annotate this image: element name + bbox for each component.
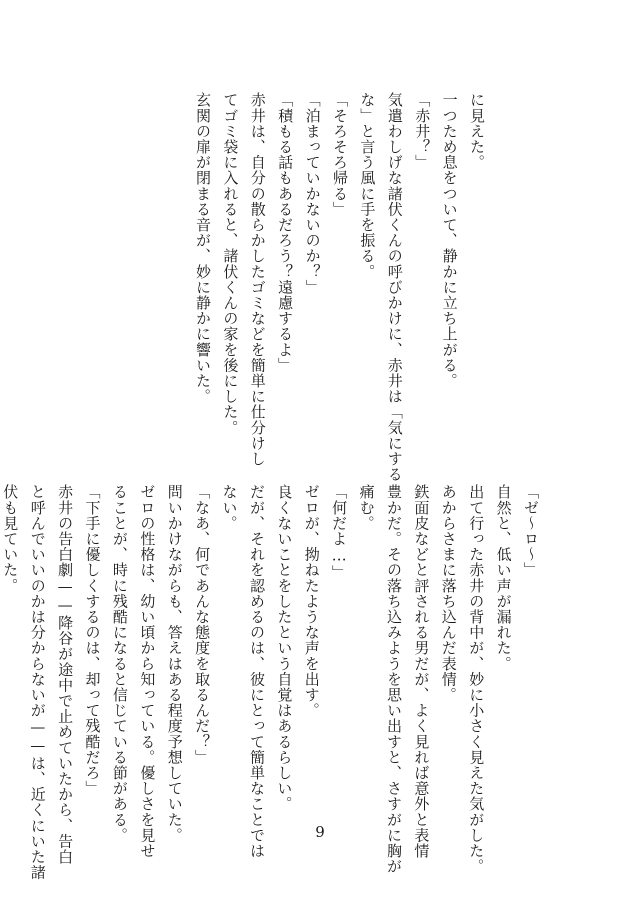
text-block-upper	[189, 92, 490, 482]
text-block-lower	[0, 484, 544, 880]
text-line: 「そろそろ帰る」	[330, 92, 349, 217]
text-line: 「赤井？」	[413, 92, 432, 170]
text-line: 「泊まっていかないのか？」	[303, 92, 322, 295]
text-line: ない。	[220, 484, 239, 531]
text-line: 豊かだ。その落ち込みようを思い出すと、さすがに胸が	[384, 484, 403, 874]
text-line: 問いかけながらも、答えはある程度予想していた。	[165, 484, 184, 843]
text-line: ゼロが、拗ねたような声を出す。	[302, 484, 321, 718]
text-line: 赤井の告白劇——降谷が途中で止めていたから、告白	[56, 484, 75, 865]
text-line: 「下手に優しくするのは、却って残酷だろ」	[83, 484, 102, 796]
text-line: あからさまに落ち込んだ表情。	[439, 484, 458, 703]
text-line: 自然と、低い声が漏れた。	[494, 484, 513, 672]
text-line: に見えた。	[468, 92, 486, 170]
text-line: だが、それを認めるのは、彼にとって簡単なことでは	[247, 484, 266, 859]
text-line: ることが、時に残酷になると信じている節がある。	[110, 484, 129, 843]
text-line: ゼロの性格は、幼い頃から知っている。優しさを見せ	[138, 484, 157, 859]
text-line: 伏も見ていた。	[1, 484, 20, 594]
text-line: と呼んでいいのかは分からないが——は、近くにいた諸	[28, 484, 47, 880]
text-line: 「積もる話もあるだろう？遠慮するよ」	[276, 92, 295, 373]
text-line: な」と言う風に手を振る。	[358, 92, 377, 280]
text-line: 鉄面皮などと評される男だが、よく見れば意外と表情	[412, 484, 431, 859]
text-line: 「何だよ…」	[330, 484, 349, 581]
text-line: 玄関の扉が閉まる音が、妙に静かに響いた。	[193, 92, 212, 404]
text-line: 痛む。	[357, 484, 376, 531]
text-line: 良くないことをしたという自覚はあるらしい。	[275, 484, 294, 812]
text-line: 「なあ、何であんな態度を取るんだ？」	[193, 484, 212, 765]
text-line: 赤井は、自分の散らかしたゴミなどを簡単に仕分けし	[248, 92, 267, 467]
text-line: てゴミ袋に入れると、諸伏くんの家を後にした。	[221, 92, 240, 436]
page-number: 9	[315, 823, 325, 841]
text-line: 気遣わしげな諸伏くんの呼びかけに、赤井は「気にする	[385, 92, 404, 482]
text-line: 「ゼ〜ロ〜」	[522, 484, 540, 578]
text-line: 一つため息をついて、静かに立ち上がる。	[440, 92, 459, 389]
text-line: 出て行った赤井の背中が、妙に小さく見えた気がした。	[467, 484, 486, 874]
